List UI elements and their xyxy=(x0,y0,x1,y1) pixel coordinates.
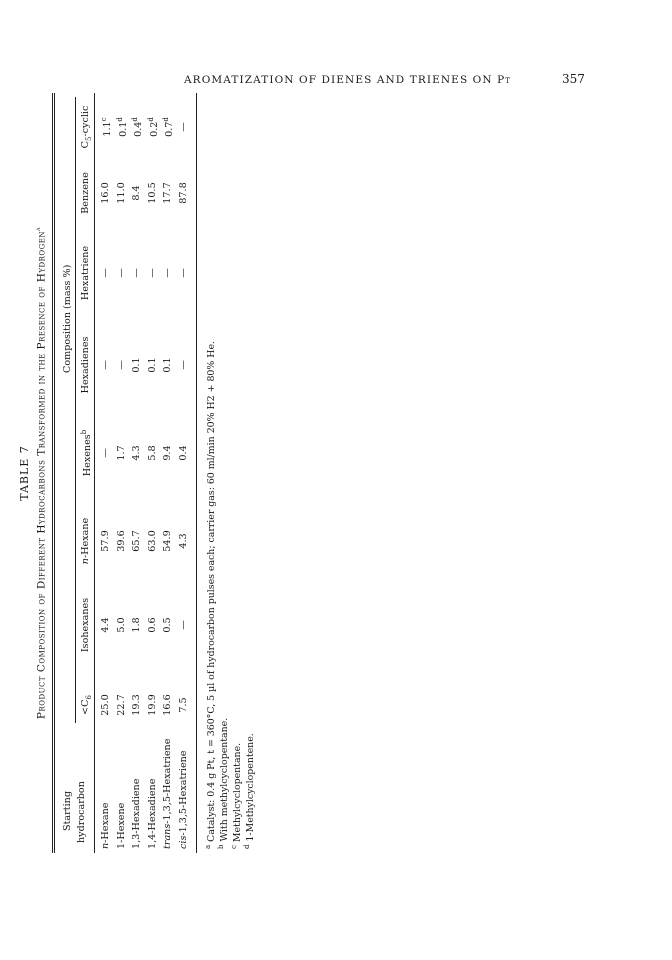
table-cell: — xyxy=(177,122,189,132)
table-cell: — xyxy=(131,268,142,278)
table-cell: 0.1 xyxy=(162,357,173,373)
table-cell: 0.4$^d$ xyxy=(131,117,145,137)
table-cell: — xyxy=(115,268,127,278)
table-cell: 0.1$^d$ xyxy=(115,117,129,137)
table-cell: — xyxy=(177,360,189,370)
column-header: Hexenes$^b$ xyxy=(80,429,94,477)
row-label: 1-Hexene xyxy=(115,802,127,849)
table-cell: 0.1 xyxy=(131,357,142,373)
table-cell: 63.0 xyxy=(146,530,158,552)
bottom-rule xyxy=(196,93,197,853)
header-rule xyxy=(94,93,95,853)
footnote-marker: c xyxy=(100,117,108,122)
table-cell: 39.6 xyxy=(115,530,127,552)
footnote: $^b$ With methylcyclopentane. xyxy=(217,717,231,849)
table-cell: 0.1 xyxy=(146,357,158,373)
table-cell: 4.3 xyxy=(131,445,142,461)
table-cell: 1.1$^c$ xyxy=(100,117,114,137)
table-cell: — xyxy=(100,448,111,458)
italic-prefix: cis xyxy=(177,835,189,849)
footnote-marker: d xyxy=(131,117,139,122)
table-cell: 16.0 xyxy=(100,182,111,204)
group-header-rule xyxy=(75,97,76,723)
footnote: $^d$ 1-Methylcyclopentene. xyxy=(243,733,257,849)
table-title-marker: a xyxy=(34,226,42,232)
table-cell: 1.7 xyxy=(115,445,127,461)
table-cell: 5.8 xyxy=(146,445,158,461)
italic-prefix: trans xyxy=(162,823,173,849)
table-cell: — xyxy=(177,268,189,278)
table-cell: 25.0 xyxy=(100,694,111,716)
table-cell: 4.3 xyxy=(177,533,189,549)
table-cell: 17.7 xyxy=(162,182,173,204)
footnote-marker: b xyxy=(80,429,88,435)
table-cell: 16.6 xyxy=(162,694,173,716)
subscript: 5 xyxy=(84,136,93,142)
table-cell: — xyxy=(162,268,173,278)
row-label: 1,4-Hexadiene xyxy=(146,778,158,849)
table-cell: — xyxy=(146,268,158,278)
footnote: $^c$ Methylcyclopentane. xyxy=(230,742,244,849)
table-cell: 5.0 xyxy=(115,617,127,633)
table-title-text: Product Composition of Different Hydrocarbons Transformed in the Presence of Hydrogen xyxy=(35,231,48,720)
table-cell: 11.0 xyxy=(115,182,127,204)
stub-header-line2: hydrocarbon xyxy=(76,781,87,843)
footnote-marker: b xyxy=(217,844,225,849)
column-header: n-Hexane xyxy=(80,517,91,565)
top-rule xyxy=(52,93,55,853)
row-label: cis-1,3,5-Hexatriene xyxy=(177,750,189,849)
page-number: 357 xyxy=(562,72,585,86)
italic-prefix: n xyxy=(100,842,111,849)
column-header: Hexatriene xyxy=(80,245,91,301)
table-cell: 0.6 xyxy=(146,617,158,633)
table-cell: 54.9 xyxy=(162,530,173,552)
rotated-table xyxy=(6,93,446,853)
footnote-marker: c xyxy=(230,845,238,849)
subscript: 6 xyxy=(84,695,93,700)
table-label: TABLE 7 xyxy=(18,445,31,501)
footnote-marker: d xyxy=(162,117,170,122)
column-header: Isohexanes xyxy=(80,597,91,653)
table-cell: 9.4 xyxy=(162,445,173,461)
table-cell: — xyxy=(115,360,127,370)
row-label: n-Hexane xyxy=(100,802,111,849)
table-cell: 87.8 xyxy=(177,182,189,204)
table-cell: — xyxy=(100,268,111,278)
footnote: $^a$ Catalyst: 0.4 g Pt, t = 360°C, 5 µl of hydrocarbon pulses each; carrier gas: 60 ml/min 20% H2 + 80% He. xyxy=(204,341,218,849)
table-cell: 4.4 xyxy=(100,617,111,633)
table-cell: 0.4 xyxy=(177,445,189,461)
column-header: Benzene xyxy=(80,172,91,214)
column-header: $<C_6$ xyxy=(80,695,93,715)
table-cell: 0.5 xyxy=(162,617,173,633)
table-title xyxy=(34,93,48,853)
table-cell: 19.3 xyxy=(131,694,142,716)
stub-header-line1: Starting xyxy=(62,791,73,831)
table-cell: 65.7 xyxy=(131,530,142,552)
table-cell: 10.5 xyxy=(146,182,158,204)
footnote-marker: a xyxy=(204,844,212,849)
table-cell: 57.9 xyxy=(100,530,111,552)
table-cell: 1.8 xyxy=(131,617,142,633)
table-cell: 22.7 xyxy=(115,694,127,716)
table-cell: — xyxy=(100,360,111,370)
running-head-title: AROMATIZATION OF DIENES AND TRIENES ON Pt xyxy=(184,74,512,86)
table-cell: 8.4 xyxy=(131,185,142,201)
footnote-marker: d xyxy=(243,844,251,849)
column-header: $C_5$-cyclic xyxy=(80,105,93,149)
group-header: Composition (mass %) xyxy=(62,264,73,373)
table-cell: 0.2$^d$ xyxy=(146,117,160,137)
table-cell: 7.5 xyxy=(177,697,189,713)
table-cell: 0.7$^d$ xyxy=(162,117,176,137)
italic-prefix: n xyxy=(80,558,91,565)
footnote-marker: d xyxy=(115,117,124,122)
column-header: Hexadienes xyxy=(80,336,91,394)
footnote-marker: d xyxy=(146,117,155,122)
row-label: trans-1,3,5-Hexatriene xyxy=(162,738,173,849)
row-label: 1,3-Hexadiene xyxy=(131,778,142,849)
table-cell: 19.9 xyxy=(146,694,158,716)
table-cell: — xyxy=(177,620,189,630)
